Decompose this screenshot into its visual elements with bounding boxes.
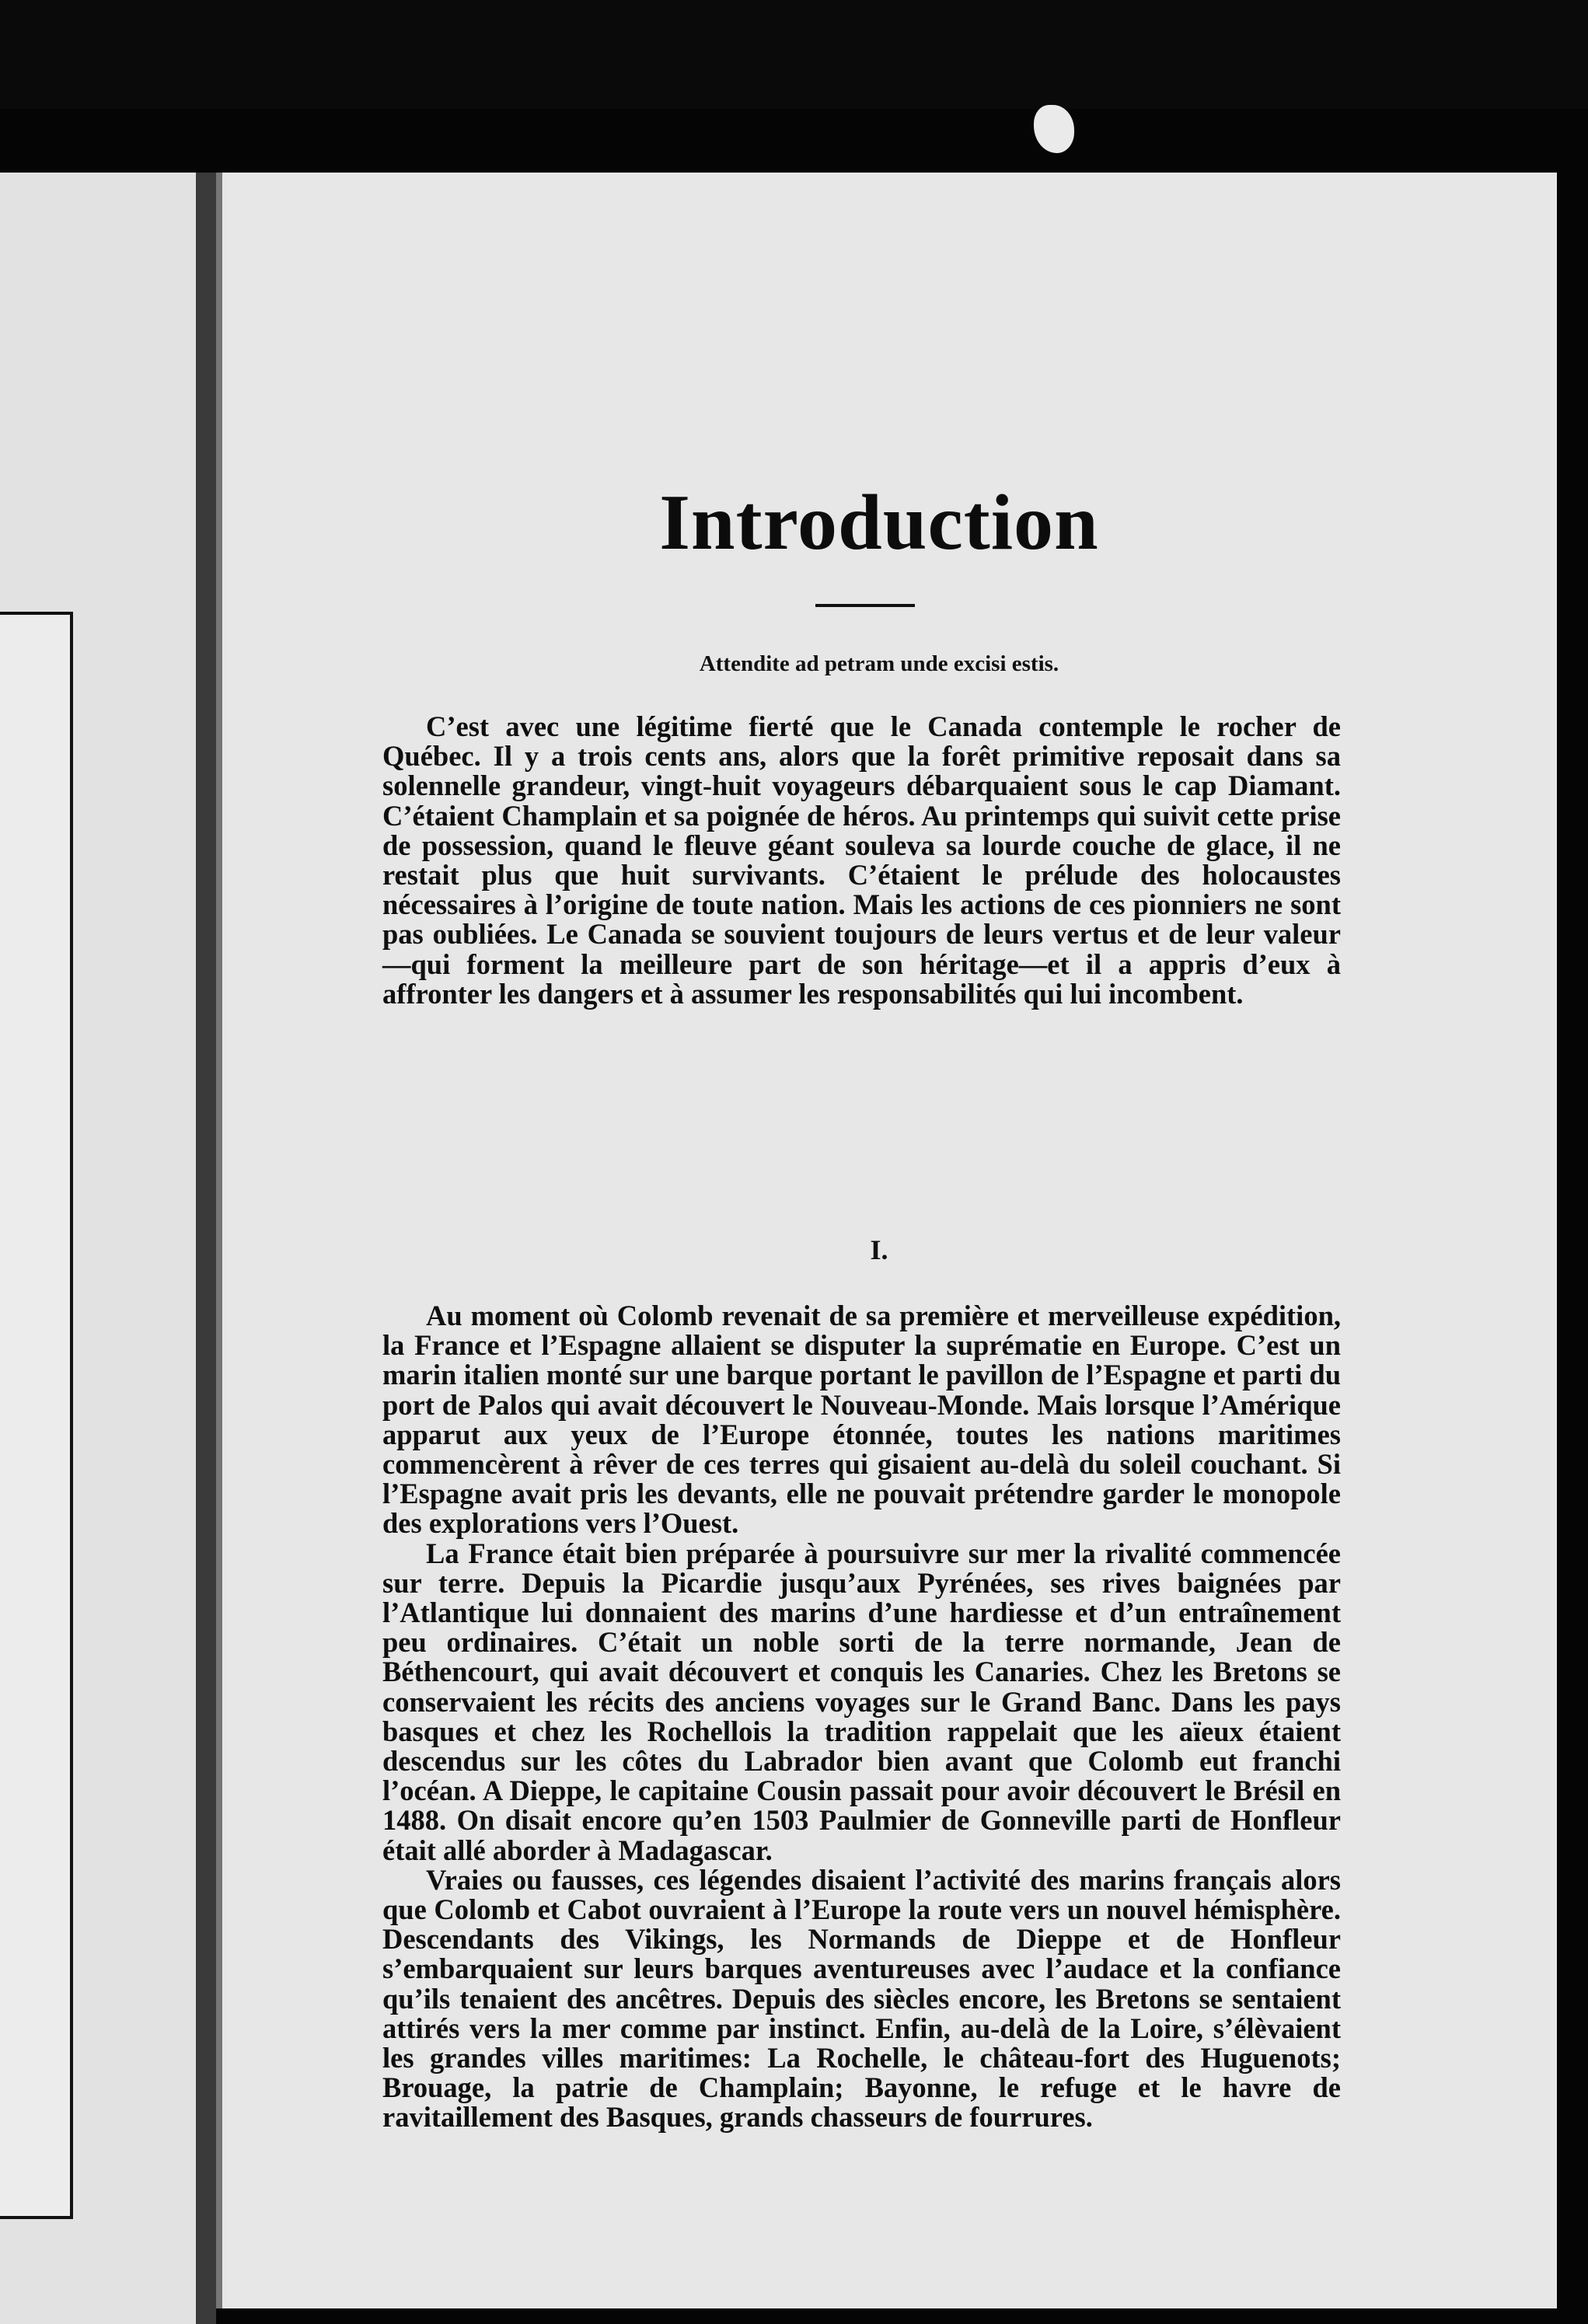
facing-page-frame [0,612,73,2219]
page-gutter-shadow [196,173,216,2324]
section-heading: I. [870,1234,888,1265]
intro-text [382,712,1341,1009]
section-text [382,1301,1341,2133]
epigraph: Attendite ad petram unde excisi estis. [699,651,1059,676]
paragraph: La France était bien préparée à poursuivre sur mer la rivalité commencée sur terre. Depuis la Picardie jusqu’aux Pyrénées, ses rives baignées par l’Atlantique lui donnaient des marins d’une hardiesse et d’un entraînement peu ordinaires. C’était un noble sorti de la terre normande, Jean de Béthencourt, qui avait découvert et conquis les Canaries. Chez les Bretons se conservaient les récits des anciens voyages sur le Grand Banc. Dans les pays basques et chez les Rochellois la tradition rappelait que les aïeux étaient descendus sur les côtes du Labrador bien avant que Colomb eut franchi l’océan. A Dieppe, le capitaine Cousin passait pour avoir découvert le Brésil en 1488. On disait encore qu’en 1503 Paulmier de Gonneville parti de Honfleur était allé aborder à Madagascar. [382,1537,1341,1866]
facing-page [0,173,196,2324]
paragraph: Au moment où Colomb revenait de sa première et merveilleuse expédition, la France et l’Espagne allaient se disputer la suprématie en Europe. C’est un marin italien monté sur une barque portant le pavillon de l’Espagne et parti du port de Palos qui avait découvert le Nouveau-Monde. Mais lorsque l’Amérique apparut aux yeux de l’Europe étonnée, toutes les nations maritimes commencèrent à rêver de ces terres qui gisaient au-delà du soleil couchant. Si l’Espagne avait pris les devants, elle ne pouvait prétendre garder le monopole des explorations vers l’Ouest. [382,1300,1341,1540]
film-blemish [1034,105,1074,153]
page-title: Introduction [659,479,1099,567]
microfilm-top-border [0,0,1588,109]
title-divider [815,604,915,607]
document-page [216,173,1557,2308]
paragraph: Vraies ou fausses, ces légendes disaient l’activité des marins français alors que Colomb et Cabot ouvraient à l’Europe la route vers un nouvel hémisphère. Descendants des Vikings, les Normands de Dieppe et de Honfleur s’embarquaient sur leurs barques aventureuses avec l’audace et la confiance qu’ils tenaient des ancêtres. Depuis des siècles encore, les Bretons se sentaient attirés vers la mer comme par instinct. Enfin, au-delà de la Loire, s’élèvaient les grandes villes maritimes: La Rochelle, le château-fort des Huguenots; Brouage, la patrie de Champlain; Bayonne, le refuge et le havre de ravitaillement des Basques, grands chasseurs de fourrures. [382,1863,1341,2134]
paragraph: C’est avec une légitime fierté que le Canada contemple le rocher de Québec. Il y a trois cents ans, alors que la forêt primitive reposait dans sa solennelle grandeur, vingt-huit voyageurs débarquaient sous le cap Diamant. C’étaient Champlain et sa poignée de héros. Au printemps qui suivit cette prise de possession, quand le fleuve géant souleva sa lourde couche de glace, il ne restait plus que huit survivants. C’étaient le prélude des holocaustes nécessaires à l’origine de toute nation. Mais les actions de ces pionniers ne sont pas oubliées. Le Canada se souvient toujours de leurs vertus et de leur valeur—qui forment la meilleure part de son héritage—et il a appris d’eux à affronter les dangers et à assumer les responsabilités qui lui incombent. [382,710,1341,1010]
